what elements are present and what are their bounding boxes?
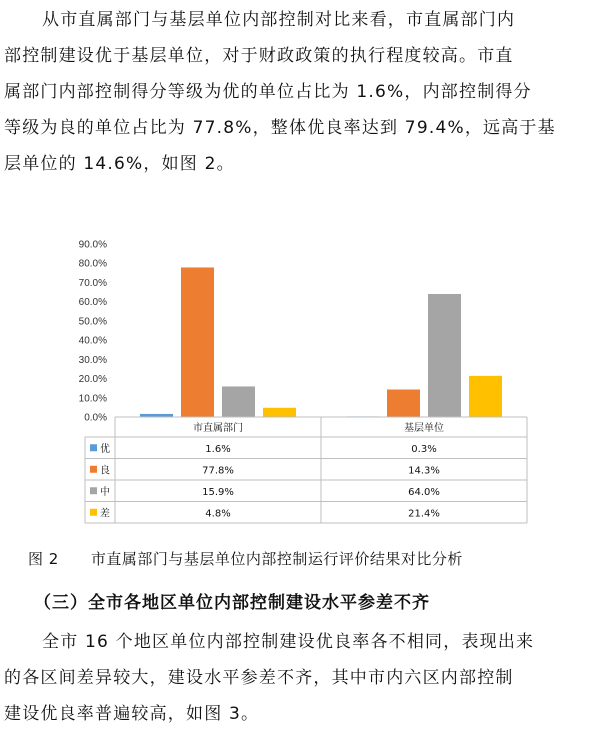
bar-差 <box>263 408 296 417</box>
paragraph-2 <box>4 624 608 732</box>
legend-swatch <box>90 487 97 494</box>
paragraph-2-line: 全市 16 个地区单位内部控制建设优良率各不相同，表现出来 <box>42 632 535 652</box>
paragraph-1-line: 层单位的 14.6%，如图 2。 <box>4 154 235 174</box>
y-tick-label: 30.0% <box>78 354 107 366</box>
paragraph-1-line: 等级为良的单位占比为 77.8%，整体优良率达到 79.4%，远高于基 <box>4 118 556 138</box>
bar-良 <box>181 267 214 417</box>
data-label: 21.4% <box>408 508 440 520</box>
y-tick-label: 40.0% <box>78 335 107 347</box>
legend-label: 良 <box>100 465 110 477</box>
section-heading: （三）全市各地区单位内部控制建设水平参差不齐 <box>34 593 430 613</box>
paragraph-1-line: 部控制建设优于基层单位，对于财政政策的执行程度较高。市直 <box>4 46 514 66</box>
paragraph-2-line: 的各区间差异较大，建设水平参差不齐，其中市内六区内部控制 <box>4 668 514 688</box>
data-label: 1.6% <box>205 443 231 455</box>
category-label: 市直属部门 <box>193 423 243 434</box>
legend-label: 优 <box>100 443 110 455</box>
figure-number: 图 2 <box>28 550 59 568</box>
legend-label: 差 <box>100 508 110 520</box>
chart-svg <box>65 230 533 530</box>
y-tick-label: 20.0% <box>78 374 107 386</box>
y-tick-label: 80.0% <box>78 258 107 270</box>
legend-swatch <box>90 509 97 516</box>
y-tick-label: 50.0% <box>78 316 107 328</box>
y-tick-label: 90.0% <box>78 239 107 251</box>
paragraph-1 <box>4 2 608 182</box>
paragraph-1-line: 属部门内部控制得分等级为优的单位占比为 1.6%，内部控制得分 <box>4 82 532 102</box>
data-label: 77.8% <box>202 465 234 477</box>
bar-中 <box>428 294 461 417</box>
data-label: 15.9% <box>202 486 234 498</box>
legend-swatch <box>90 444 97 451</box>
paragraph-1-line: 从市直属部门与基层单位内部控制对比来看，市直属部门内 <box>42 10 516 30</box>
data-label: 14.3% <box>408 465 440 477</box>
bar-良 <box>387 390 420 417</box>
data-label: 64.0% <box>408 486 440 498</box>
figure-caption-text: 市直属部门与基层单位内部控制运行评价结果对比分析 <box>90 550 463 568</box>
legend-swatch <box>90 466 97 473</box>
comparison-chart <box>65 230 533 530</box>
bar-中 <box>222 386 255 417</box>
figure-caption <box>28 548 463 569</box>
data-label: 4.8% <box>205 508 231 520</box>
y-tick-label: 0.0% <box>84 412 107 424</box>
paragraph-2-line: 建设优良率普遍较高，如图 3。 <box>4 704 260 724</box>
legend-label: 中 <box>100 486 110 498</box>
y-tick-label: 70.0% <box>78 277 107 289</box>
y-tick-label: 60.0% <box>78 297 107 309</box>
y-tick-label: 10.0% <box>78 393 107 405</box>
category-label: 基层单位 <box>404 423 444 434</box>
data-label: 0.3% <box>411 443 437 455</box>
bar-差 <box>469 376 502 417</box>
